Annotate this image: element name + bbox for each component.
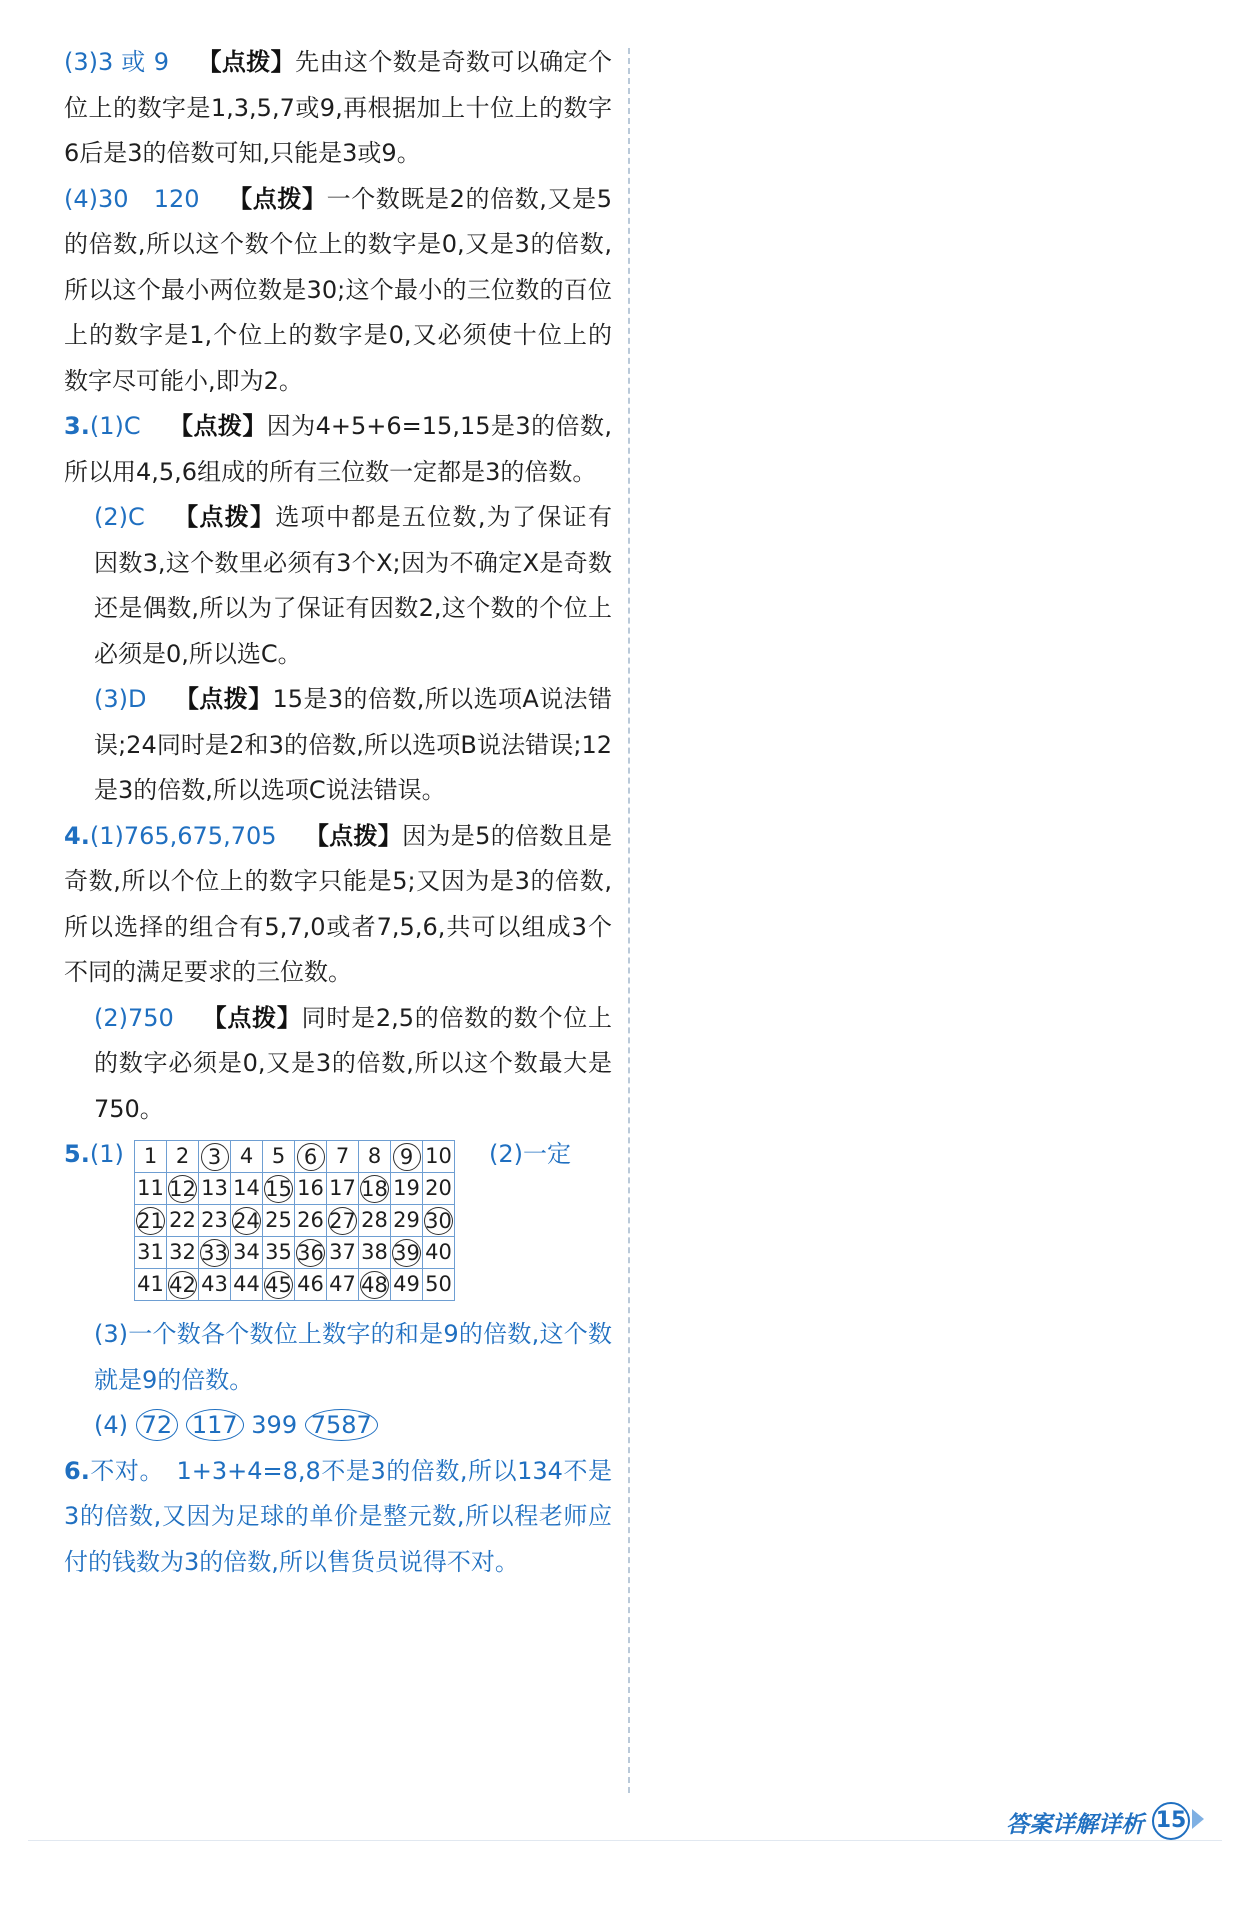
grid-cell <box>199 1205 231 1237</box>
q3-3-explain: 15是3的倍数,所以选项A说法错误;24同时是2和3的倍数,所以选项B说法错误;12是3的倍数,所以选项C说法错误。 <box>94 685 612 804</box>
grid-cell <box>263 1141 295 1173</box>
grid-cell-number: 2 <box>175 1144 190 1168</box>
grid-cell <box>167 1205 199 1237</box>
column-divider <box>628 48 630 1793</box>
q4-1-explain: 因为是5的倍数且是奇数,所以个位上的数字只能是5;又因为是3的倍数,所以选择的组合有5,7,0或者7,5,6,共可以组成3个不同的满足要求的三位数。 <box>64 821 612 986</box>
grid-cell-circled <box>199 1237 231 1269</box>
q3-1-answer: (1)C <box>89 412 141 440</box>
q5-4-circled-number: 7587 <box>305 1409 378 1441</box>
q2-4-explain: 一个数既是2的倍数,又是5的倍数,所以这个数个位上的数字是0,又是3的倍数,所以这个最小两位数是30;这个最小的三位数的百位上的数字是1,个位上的数字是0,又必须使十位上的数字尽可能小,即为2。 <box>64 184 613 395</box>
q2-4-block <box>64 177 612 405</box>
grid-cell-number: 50 <box>425 1272 452 1296</box>
grid-cell-circled <box>327 1205 359 1237</box>
q6-block <box>64 1449 612 1586</box>
q4-2-answer: (2)750 <box>94 1003 174 1032</box>
q4-2-explain: 同时是2,5的倍数的数个位上的数字必须是0,又是3的倍数,所以这个数最大是750。 <box>94 1003 613 1123</box>
q2-4-answer: (4)30 120 <box>64 184 200 213</box>
grid-cell-circled <box>231 1205 263 1237</box>
grid-cell-number: 34 <box>233 1240 260 1264</box>
hundred-chart-grid <box>134 1140 455 1301</box>
grid-cell <box>359 1205 391 1237</box>
grid-cell-number: 5 <box>271 1144 286 1168</box>
grid-cell <box>263 1237 295 1269</box>
grid-cell-circled <box>391 1237 423 1269</box>
grid-cell-circled <box>295 1237 327 1269</box>
grid-cell-number: 14 <box>233 1176 260 1200</box>
grid-cell <box>295 1269 327 1301</box>
footer-arrow-icon <box>1192 1809 1204 1829</box>
grid-cell <box>135 1173 167 1205</box>
q2-3-answer: (3)3 或 9 <box>64 48 170 76</box>
q5-part1-label: (1) <box>89 1140 124 1168</box>
grid-cell <box>231 1269 263 1301</box>
grid-cell <box>327 1173 359 1205</box>
footer-label: 答案详解详析 <box>1006 1812 1144 1838</box>
grid-cell-number: 40 <box>425 1240 452 1264</box>
q2-3-explain: 先由这个数是奇数可以确定个位上的数字是1,3,5,7或9,再根据加上十位上的数字6后是3的倍数可知,只能是3或9。 <box>64 48 613 167</box>
grid-cell-circled-number: 33 <box>201 1240 228 1265</box>
grid-row <box>135 1173 455 1205</box>
q5-4-block <box>64 1403 612 1449</box>
grid-cell <box>359 1237 391 1269</box>
grid-cell <box>423 1141 455 1173</box>
grid-cell-number: 22 <box>169 1208 196 1232</box>
grid-cell-circled <box>167 1173 199 1205</box>
grid-cell-number: 31 <box>137 1240 164 1264</box>
grid-cell <box>423 1173 455 1205</box>
grid-cell-number: 10 <box>425 1144 452 1168</box>
q3-2-block <box>64 495 612 677</box>
grid-cell <box>423 1237 455 1269</box>
grid-cell-circled-number: 48 <box>361 1272 388 1297</box>
grid-cell-circled <box>359 1173 391 1205</box>
grid-row <box>135 1237 455 1269</box>
grid-cell-circled-number: 15 <box>265 1176 292 1201</box>
grid-cell-circled <box>199 1141 231 1173</box>
grid-cell-number: 1 <box>143 1144 158 1168</box>
grid-cell-circled-number: 21 <box>137 1208 164 1233</box>
grid-cell-circled-number: 3 <box>201 1143 229 1171</box>
grid-cell-number: 11 <box>137 1176 164 1200</box>
q3-3-tip: 【点拨】 <box>174 685 273 713</box>
grid-cell-circled <box>391 1141 423 1173</box>
grid-cell <box>135 1141 167 1173</box>
footer-rule <box>28 1840 1222 1841</box>
grid-cell-circled <box>423 1205 455 1237</box>
grid-cell-number: 16 <box>297 1176 324 1200</box>
grid-cell <box>391 1173 423 1205</box>
grid-cell-number: 7 <box>335 1144 350 1168</box>
grid-cell-circled-number: 27 <box>329 1208 356 1233</box>
grid-cell-circled <box>167 1269 199 1301</box>
q3-2-explain: 选项中都是五位数,为了保证有因数3,这个数里必须有3个X;因为不确定X是奇数还是偶数,所以为了保证有因数2,这个数的个位上必须是0,所以选C。 <box>94 503 612 668</box>
grid-cell-number: 29 <box>393 1208 420 1232</box>
grid-cell-number: 20 <box>425 1176 452 1200</box>
grid-cell-number: 46 <box>297 1272 324 1296</box>
grid-cell <box>231 1141 263 1173</box>
q4-2-tip: 【点拨】 <box>201 1003 302 1032</box>
grid-cell-circled <box>263 1173 295 1205</box>
q4-1-block <box>64 814 612 996</box>
grid-cell-number: 25 <box>265 1208 292 1232</box>
q4-number: 4. <box>64 821 90 850</box>
grid-cell-number: 4 <box>239 1144 254 1168</box>
grid-cell <box>359 1141 391 1173</box>
grid-cell-number: 49 <box>393 1272 420 1296</box>
grid-cell-number: 37 <box>329 1240 356 1264</box>
q3-number: 3. <box>64 412 90 440</box>
grid-cell-number: 47 <box>329 1272 356 1296</box>
grid-cell-number: 35 <box>265 1240 292 1264</box>
q5-4-circled-number: 72 <box>136 1409 179 1441</box>
q5-4-circled-number: 117 <box>186 1409 244 1441</box>
grid-cell <box>263 1205 295 1237</box>
grid-cell-circled-number: 24 <box>233 1208 260 1233</box>
q4-1-tip: 【点拨】 <box>304 821 403 850</box>
grid-cell <box>167 1237 199 1269</box>
grid-cell-number: 32 <box>169 1240 196 1264</box>
grid-cell-circled <box>295 1141 327 1173</box>
q5-4-label: (4) <box>94 1411 128 1439</box>
grid-cell <box>231 1173 263 1205</box>
grid-cell-circled-number: 9 <box>393 1143 421 1171</box>
grid-cell-circled-number: 45 <box>265 1272 292 1297</box>
grid-cell <box>231 1237 263 1269</box>
q3-2-answer: (2)C <box>94 503 145 531</box>
grid-cell-circled-number: 39 <box>393 1240 420 1265</box>
grid-cell-number: 38 <box>361 1240 388 1264</box>
grid-cell <box>295 1205 327 1237</box>
grid-cell-circled-number: 12 <box>169 1176 196 1201</box>
q5-block <box>64 1132 612 1312</box>
q4-2-block <box>64 996 612 1133</box>
grid-cell <box>391 1205 423 1237</box>
grid-cell-number: 13 <box>201 1176 228 1200</box>
grid-row <box>135 1269 455 1301</box>
grid-cell <box>135 1269 167 1301</box>
q5-4-number: 399 <box>251 1411 298 1439</box>
grid-cell-number: 44 <box>233 1272 260 1296</box>
grid-cell <box>199 1173 231 1205</box>
grid-row <box>135 1141 455 1173</box>
q3-1-block <box>64 404 612 495</box>
grid-cell-circled <box>263 1269 295 1301</box>
grid-cell-number: 41 <box>137 1272 164 1296</box>
grid-cell-number: 17 <box>329 1176 356 1200</box>
grid-cell <box>327 1141 359 1173</box>
grid-cell-circled <box>359 1269 391 1301</box>
grid-cell-circled-number: 6 <box>297 1143 325 1171</box>
q3-3-answer: (3)D <box>94 685 147 713</box>
grid-cell-circled-number: 42 <box>169 1272 196 1297</box>
q5-part2-answer: (2)一定 <box>489 1140 571 1168</box>
q5-label-group <box>64 1132 124 1178</box>
grid-cell-circled-number: 30 <box>425 1208 452 1233</box>
grid-cell-number: 28 <box>361 1208 388 1232</box>
grid-cell <box>199 1269 231 1301</box>
grid-cell-circled <box>135 1205 167 1237</box>
q3-2-tip: 【点拨】 <box>172 503 276 531</box>
left-column <box>64 40 612 1585</box>
grid-cell-number: 26 <box>297 1208 324 1232</box>
grid-cell-circled-number: 18 <box>361 1176 388 1201</box>
q3-1-tip: 【点拨】 <box>168 412 267 440</box>
grid-cell-number: 19 <box>393 1176 420 1200</box>
grid-cell <box>327 1269 359 1301</box>
q6-answer: 不对。 1+3+4=8,8不是3的倍数,所以134不是3的倍数,又因为足球的单价是整元数,所以程老师应付的钱数为3的倍数,所以售货员说得不对。 <box>64 1456 612 1576</box>
grid-cell <box>391 1269 423 1301</box>
q2-4-tip: 【点拨】 <box>227 184 327 213</box>
q3-1-explain: 因为4+5+6=15,15是3的倍数,所以用4,5,6组成的所有三位数一定都是3的倍数。 <box>64 412 613 486</box>
q5-3-answer: (3)一个数各个数位上数字的和是9的倍数,这个数就是9的倍数。 <box>94 1320 612 1394</box>
grid-cell <box>135 1237 167 1269</box>
grid-cell <box>167 1141 199 1173</box>
q6-number: 6. <box>64 1456 90 1485</box>
q2-3-tip: 【点拨】 <box>197 48 296 76</box>
q3-3-block <box>64 677 612 814</box>
q5-number: 5. <box>64 1140 90 1168</box>
grid-cell <box>423 1269 455 1301</box>
grid-cell-number: 43 <box>201 1272 228 1296</box>
grid-cell <box>327 1237 359 1269</box>
grid-cell-circled-number: 36 <box>297 1240 324 1265</box>
q4-1-answer: (1)765,675,705 <box>89 821 277 850</box>
grid-cell-number: 23 <box>201 1208 228 1232</box>
grid-row <box>135 1205 455 1237</box>
grid-cell <box>295 1173 327 1205</box>
q2-3-block <box>64 40 612 177</box>
grid-cell-number: 8 <box>367 1144 382 1168</box>
page-number: 15 <box>1152 1802 1190 1840</box>
